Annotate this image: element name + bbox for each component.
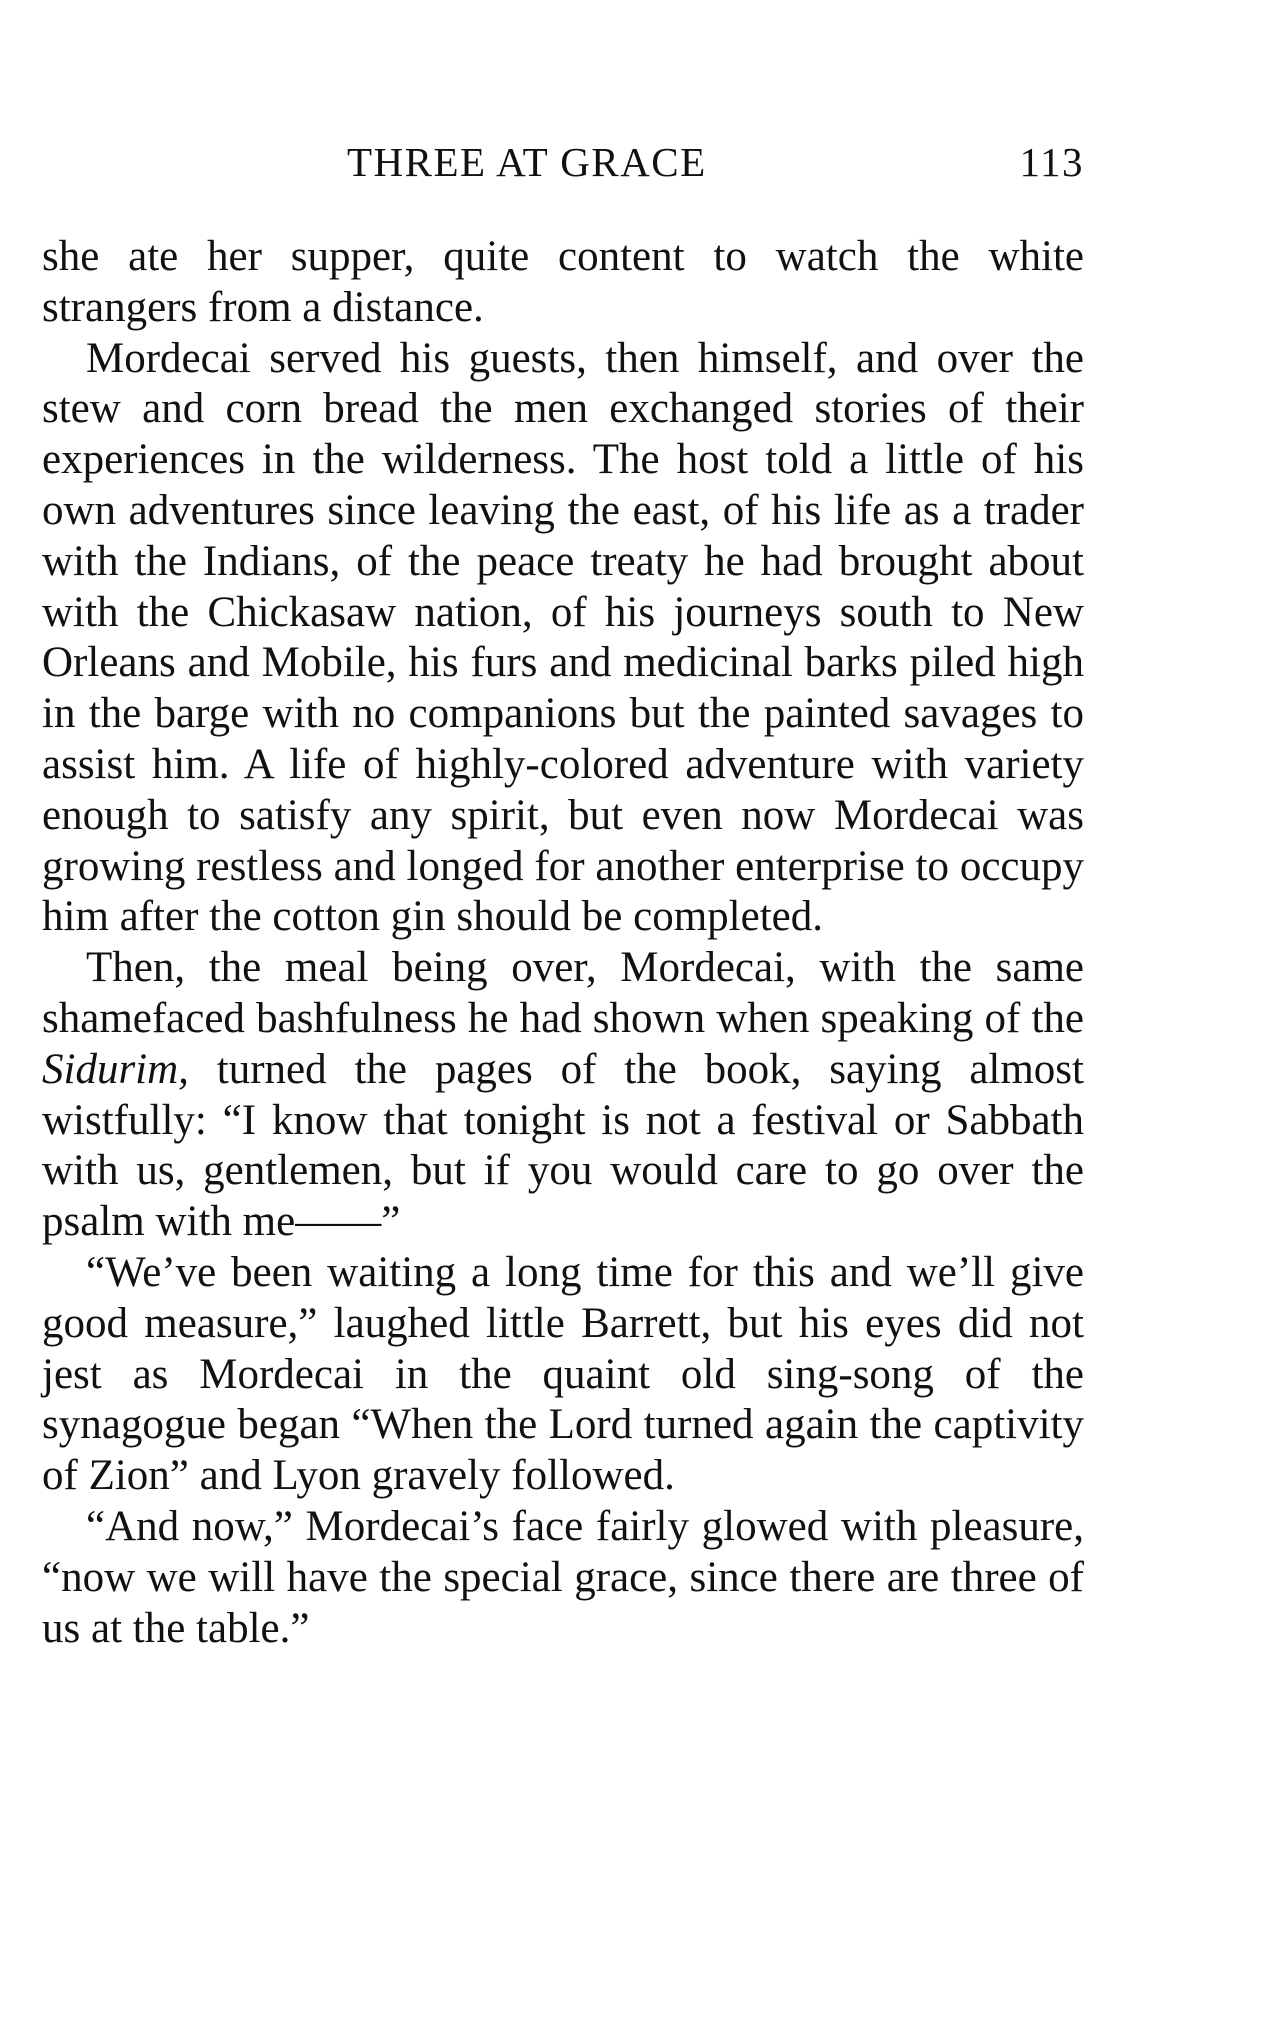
- paragraph-mordecai-served: Mordecai served his guests, then himself, and over the stew and corn bread the men exchanged stories of their experiences in the wilderness. The host told a little of his own adventures since leaving the east, of his life as a trader with the Indians, of the peace treaty he had brought about with the Chickasaw nation, of his journeys south to New Orleans and Mobile, his furs and medicinal barks piled high in the barge with no companions but the painted savages to assist him. A life of highly-colored adventure with variety enough to satisfy any spirit, but even now Mordecai was growing restless and longed for another enterprise to occupy him after the cotton gin should be completed.: [42, 334, 1084, 941]
- paragraph-text-before: Then, the meal being over, Mordecai, with the same shamefaced bashfulness he had shown when speaking of the: [42, 944, 1084, 1042]
- page-number: 113: [1019, 139, 1084, 185]
- body-text: [42, 232, 1084, 1654]
- running-title: THREE AT GRACE: [347, 139, 707, 185]
- paragraph-barrett: “We’ve been waiting a long time for this and we’ll give good measure,” laughed little Barrett, but his eyes did not jest as Mordecai in the quaint old sing-song of the synagogue began “When the Lord turned again the captivity of Zion” and Lyon gravely followed.: [42, 1248, 1084, 1500]
- paragraph-text-after: turned the pages of the book, saying almost wistfully: “I know that tonight is not a festival or Sabbath with us, gentlemen, but if you would care to go over the psalm with me——”: [42, 1045, 1084, 1246]
- paragraph-meal-over: [42, 943, 1084, 1248]
- italic-term-sidurim: Sidurim,: [42, 1045, 189, 1093]
- paragraph-continued: she ate her supper, quite content to watch the white strangers from a distance.: [42, 233, 1084, 331]
- running-head: [42, 138, 1084, 188]
- paragraph-special-grace: “And now,” Mordecai’s face fairly glowed with pleasure, “now we will have the special grace, since there are three of us at the table.”: [42, 1502, 1084, 1652]
